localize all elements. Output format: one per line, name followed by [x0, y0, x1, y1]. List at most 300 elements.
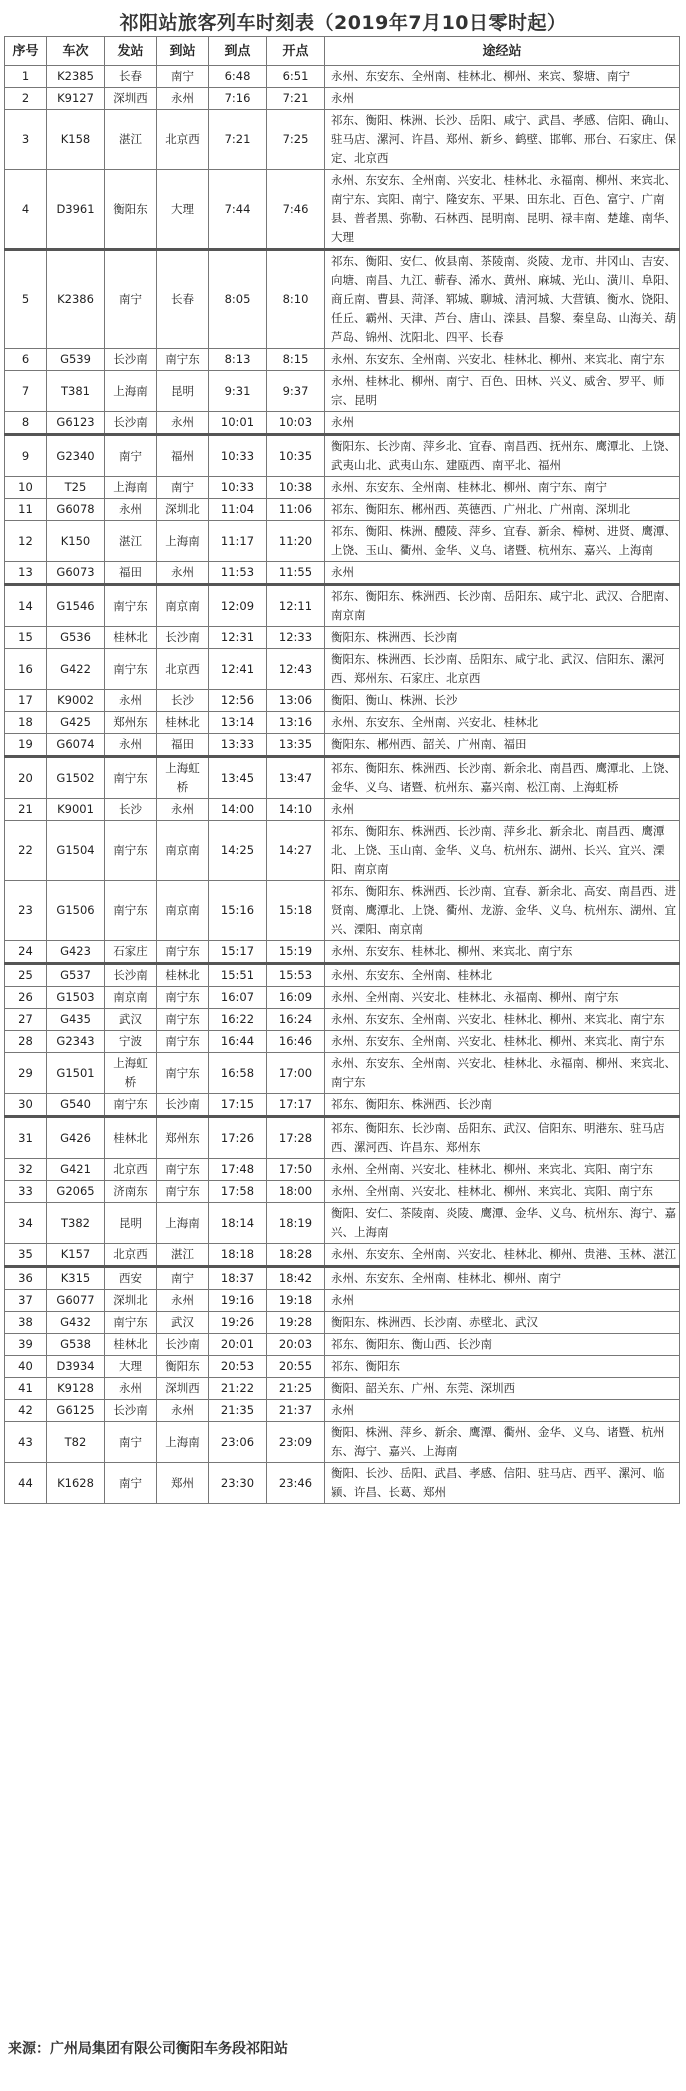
cell-route: 衡阳、安仁、茶陵南、炎陵、鹰潭、金华、义乌、杭州东、海宁、嘉兴、上海南: [325, 1203, 680, 1244]
cell-destination: 上海南: [157, 521, 209, 562]
cell-route: 永州、东安东、全州南、兴安北、桂林北、柳州、贵港、玉林、湛江: [325, 1244, 680, 1267]
cell-route: 祁东、衡阳东、株洲西、长沙南、萍乡北、新余北、南昌西、鹰潭北、上饶、玉山南、金华、义乌、杭州东、湖州、长兴、宜兴、溧阳、南京南: [325, 821, 680, 881]
cell-train: G1503: [47, 987, 105, 1009]
cell-train: K2385: [47, 66, 105, 88]
cell-route: 永州、东安东、全州南、兴安北、桂林北、永福南、柳州、来宾北、南宁东: [325, 1053, 680, 1094]
cell-arrival: 19:26: [209, 1312, 267, 1334]
cell-destination: 南宁东: [157, 1031, 209, 1053]
cell-arrival: 20:01: [209, 1334, 267, 1356]
table-row: [5, 1181, 680, 1203]
cell-origin: 永州: [105, 690, 157, 712]
cell-departure: 15:53: [267, 964, 325, 987]
cell-arrival: 13:33: [209, 734, 267, 757]
cell-arrival: 15:16: [209, 881, 267, 941]
cell-departure: 17:28: [267, 1117, 325, 1159]
cell-route: 永州、桂林北、柳州、南宁、百色、田林、兴义、威舍、罗平、师宗、昆明: [325, 371, 680, 412]
cell-seq: 11: [5, 499, 47, 521]
cell-departure: 18:42: [267, 1267, 325, 1290]
cell-seq: 37: [5, 1290, 47, 1312]
cell-seq: 29: [5, 1053, 47, 1094]
cell-train: G538: [47, 1334, 105, 1356]
cell-seq: 38: [5, 1312, 47, 1334]
table-row: [5, 1053, 680, 1094]
cell-destination: 南宁东: [157, 1009, 209, 1031]
cell-seq: 16: [5, 649, 47, 690]
cell-departure: 16:24: [267, 1009, 325, 1031]
table-row: [5, 799, 680, 821]
table-row: [5, 1244, 680, 1267]
cell-route: 永州、东安东、全州南、桂林北、柳州、南宁东、南宁: [325, 477, 680, 499]
cell-destination: 上海南: [157, 1203, 209, 1244]
cell-destination: 永州: [157, 562, 209, 585]
table-row: [5, 435, 680, 477]
table-row: [5, 1312, 680, 1334]
cell-route: 祁东、衡阳东: [325, 1356, 680, 1378]
cell-route: 祁东、衡阳、株洲、长沙、岳阳、咸宁、武昌、孝感、信阳、确山、驻马店、漯河、许昌、郑州、新乡、鹤壁、邯郸、邢台、石家庄、保定、北京西: [325, 110, 680, 170]
cell-seq: 32: [5, 1159, 47, 1181]
cell-seq: 43: [5, 1422, 47, 1463]
cell-departure: 10:38: [267, 477, 325, 499]
cell-departure: 18:28: [267, 1244, 325, 1267]
cell-origin: 南宁东: [105, 757, 157, 799]
cell-route: 祁东、衡阳东、郴州西、英德西、广州北、广州南、深圳北: [325, 499, 680, 521]
header-row: [5, 37, 680, 66]
cell-train: K157: [47, 1244, 105, 1267]
cell-arrival: 10:33: [209, 477, 267, 499]
cell-destination: 长沙: [157, 690, 209, 712]
cell-arrival: 13:14: [209, 712, 267, 734]
table-row: [5, 88, 680, 110]
cell-train: D3961: [47, 170, 105, 250]
table-row: [5, 1267, 680, 1290]
table-row: [5, 1290, 680, 1312]
cell-route: 衡阳东、株洲西、长沙南: [325, 627, 680, 649]
table-row: [5, 371, 680, 412]
cell-train: G6078: [47, 499, 105, 521]
cell-origin: 湛江: [105, 110, 157, 170]
cell-seq: 24: [5, 941, 47, 964]
cell-origin: 永州: [105, 499, 157, 521]
cell-seq: 42: [5, 1400, 47, 1422]
cell-arrival: 7:44: [209, 170, 267, 250]
table-row: [5, 349, 680, 371]
cell-route: 衡阳、株洲、萍乡、新余、鹰潭、衢州、金华、义乌、诸暨、杭州东、海宁、嘉兴、上海南: [325, 1422, 680, 1463]
cell-departure: 13:35: [267, 734, 325, 757]
cell-seq: 27: [5, 1009, 47, 1031]
table-row: [5, 110, 680, 170]
cell-destination: 长沙南: [157, 1334, 209, 1356]
cell-destination: 永州: [157, 1400, 209, 1422]
cell-route: 永州、东安东、桂林北、柳州、来宾北、南宁东: [325, 941, 680, 964]
cell-departure: 7:25: [267, 110, 325, 170]
cell-arrival: 15:17: [209, 941, 267, 964]
cell-route: 永州、东安东、全州南、兴安北、桂林北、柳州、来宾北、南宁东: [325, 1031, 680, 1053]
cell-arrival: 17:15: [209, 1094, 267, 1117]
cell-route: 衡阳东、株洲西、长沙南、赤壁北、武汉: [325, 1312, 680, 1334]
cell-origin: 西安: [105, 1267, 157, 1290]
cell-departure: 11:20: [267, 521, 325, 562]
cell-destination: 郑州: [157, 1463, 209, 1504]
table-row: [5, 734, 680, 757]
cell-train: K150: [47, 521, 105, 562]
cell-departure: 21:37: [267, 1400, 325, 1422]
cell-seq: 18: [5, 712, 47, 734]
cell-arrival: 8:13: [209, 349, 267, 371]
cell-origin: 深圳北: [105, 1290, 157, 1312]
cell-departure: 13:06: [267, 690, 325, 712]
cell-departure: 23:46: [267, 1463, 325, 1504]
table-row: [5, 941, 680, 964]
cell-destination: 上海虹桥: [157, 757, 209, 799]
cell-seq: 9: [5, 435, 47, 477]
cell-route: 永州: [325, 562, 680, 585]
cell-arrival: 16:07: [209, 987, 267, 1009]
cell-route: 衡阳、长沙、岳阳、武昌、孝感、信阳、驻马店、西平、漯河、临颍、许昌、长葛、郑州: [325, 1463, 680, 1504]
cell-departure: 20:03: [267, 1334, 325, 1356]
cell-train: G6125: [47, 1400, 105, 1422]
cell-seq: 3: [5, 110, 47, 170]
cell-destination: 福州: [157, 435, 209, 477]
cell-arrival: 9:31: [209, 371, 267, 412]
cell-arrival: 18:37: [209, 1267, 267, 1290]
cell-route: 永州、东安东、全州南、兴安北、桂林北、柳州、来宾北、南宁东: [325, 1009, 680, 1031]
cell-origin: 石家庄: [105, 941, 157, 964]
table-row: [5, 477, 680, 499]
cell-train: G6074: [47, 734, 105, 757]
cell-train: G1506: [47, 881, 105, 941]
col-header-origin: 发站: [105, 37, 157, 66]
cell-destination: 福田: [157, 734, 209, 757]
source-note: 来源：广州局集团有限公司衡阳车务段祁阳站: [8, 2041, 288, 2057]
cell-departure: 16:46: [267, 1031, 325, 1053]
cell-destination: 长沙南: [157, 627, 209, 649]
cell-destination: 南宁东: [157, 1181, 209, 1203]
col-header-departure: 开点: [267, 37, 325, 66]
table-row: [5, 1159, 680, 1181]
cell-seq: 33: [5, 1181, 47, 1203]
cell-seq: 7: [5, 371, 47, 412]
cell-arrival: 23:30: [209, 1463, 267, 1504]
cell-departure: 19:28: [267, 1312, 325, 1334]
cell-route: 祁东、衡阳东、衡山西、长沙南: [325, 1334, 680, 1356]
cell-arrival: 19:16: [209, 1290, 267, 1312]
cell-train: G1501: [47, 1053, 105, 1094]
cell-arrival: 14:25: [209, 821, 267, 881]
cell-departure: 12:33: [267, 627, 325, 649]
cell-seq: 4: [5, 170, 47, 250]
cell-seq: 17: [5, 690, 47, 712]
cell-arrival: 16:58: [209, 1053, 267, 1094]
cell-origin: 长沙南: [105, 1400, 157, 1422]
cell-route: 永州: [325, 412, 680, 435]
cell-route: 永州、全州南、兴安北、桂林北、永福南、柳州、南宁东: [325, 987, 680, 1009]
cell-train: G426: [47, 1117, 105, 1159]
cell-route: 永州、东安东、全州南、兴安北、桂林北、永福南、柳州、来宾北、南宁东、宾阳、南宁、隆安东、平果、田东北、百色、富宁、广南县、普者黑、弥勒、石林西、昆明南、昆明、禄丰南、楚雄、南华、大理: [325, 170, 680, 250]
cell-departure: 17:17: [267, 1094, 325, 1117]
cell-origin: 长沙南: [105, 412, 157, 435]
cell-origin: 南宁: [105, 250, 157, 349]
cell-train: T82: [47, 1422, 105, 1463]
cell-route: 永州、东安东、全州南、兴安北、桂林北: [325, 712, 680, 734]
cell-seq: 13: [5, 562, 47, 585]
cell-destination: 永州: [157, 1290, 209, 1312]
cell-seq: 25: [5, 964, 47, 987]
cell-origin: 长沙南: [105, 349, 157, 371]
cell-destination: 武汉: [157, 1312, 209, 1334]
cell-origin: 大理: [105, 1356, 157, 1378]
cell-departure: 12:11: [267, 585, 325, 627]
cell-departure: 10:03: [267, 412, 325, 435]
cell-arrival: 12:09: [209, 585, 267, 627]
cell-origin: 上海南: [105, 477, 157, 499]
cell-destination: 上海南: [157, 1422, 209, 1463]
cell-origin: 南宁东: [105, 649, 157, 690]
table-row: [5, 1463, 680, 1504]
cell-arrival: 17:58: [209, 1181, 267, 1203]
col-header-route: 途经站: [325, 37, 680, 66]
table-row: [5, 170, 680, 250]
cell-destination: 北京西: [157, 110, 209, 170]
table-title: 祁阳站旅客列车时刻表（2019年7月10日零时起）: [119, 12, 567, 34]
cell-route: 祁东、衡阳东、株洲西、长沙南、岳阳东、咸宁北、武汉、合肥南、南京南: [325, 585, 680, 627]
cell-arrival: 18:18: [209, 1244, 267, 1267]
cell-departure: 17:50: [267, 1159, 325, 1181]
cell-destination: 南宁东: [157, 941, 209, 964]
cell-arrival: 10:33: [209, 435, 267, 477]
cell-arrival: 16:44: [209, 1031, 267, 1053]
cell-origin: 桂林北: [105, 1117, 157, 1159]
cell-seq: 39: [5, 1334, 47, 1356]
cell-seq: 19: [5, 734, 47, 757]
cell-origin: 长春: [105, 66, 157, 88]
cell-destination: 南宁东: [157, 987, 209, 1009]
cell-destination: 永州: [157, 88, 209, 110]
table-row: [5, 66, 680, 88]
cell-arrival: 21:35: [209, 1400, 267, 1422]
table-row: [5, 1334, 680, 1356]
cell-departure: 8:15: [267, 349, 325, 371]
cell-departure: 15:19: [267, 941, 325, 964]
cell-train: T25: [47, 477, 105, 499]
table-row: [5, 1117, 680, 1159]
cell-route: 祁东、衡阳、安仁、攸县南、茶陵南、炎陵、龙市、井冈山、吉安、向塘、南昌、九江、蕲春、浠水、黄州、麻城、光山、潢川、阜阳、商丘南、曹县、菏泽、郓城、聊城、清河城、大营镇、衡水、饶阳、任丘、霸州、天津、芦台、唐山、滦县、昌黎、秦皇岛、山海关、葫芦岛、锦州、沈阳北、四平、长春: [325, 250, 680, 349]
cell-train: G537: [47, 964, 105, 987]
cell-arrival: 12:31: [209, 627, 267, 649]
cell-route: 永州: [325, 1400, 680, 1422]
cell-departure: 7:46: [267, 170, 325, 250]
cell-route: 衡阳、韶关东、广州、东莞、深圳西: [325, 1378, 680, 1400]
table-row: [5, 1094, 680, 1117]
cell-route: 祁东、衡阳、株洲、醴陵、萍乡、宜春、新余、樟树、进贤、鹰潭、上饶、玉山、衢州、金华、义乌、诸暨、杭州东、嘉兴、上海南: [325, 521, 680, 562]
cell-departure: 13:16: [267, 712, 325, 734]
cell-destination: 大理: [157, 170, 209, 250]
cell-departure: 6:51: [267, 66, 325, 88]
timetable: [4, 36, 680, 1504]
cell-train: G423: [47, 941, 105, 964]
cell-seq: 22: [5, 821, 47, 881]
table-row: [5, 757, 680, 799]
table-row: [5, 627, 680, 649]
cell-arrival: 12:41: [209, 649, 267, 690]
cell-arrival: 17:48: [209, 1159, 267, 1181]
cell-origin: 武汉: [105, 1009, 157, 1031]
table-row: [5, 412, 680, 435]
cell-origin: 济南东: [105, 1181, 157, 1203]
table-row: [5, 649, 680, 690]
cell-route: 祁东、衡阳东、株洲西、长沙南: [325, 1094, 680, 1117]
cell-origin: 南京南: [105, 987, 157, 1009]
cell-route: 永州、东安东、全州南、桂林北、柳州、南宁: [325, 1267, 680, 1290]
cell-train: G432: [47, 1312, 105, 1334]
cell-train: K2386: [47, 250, 105, 349]
cell-origin: 宁波: [105, 1031, 157, 1053]
cell-arrival: 11:17: [209, 521, 267, 562]
cell-arrival: 6:48: [209, 66, 267, 88]
cell-origin: 深圳西: [105, 88, 157, 110]
cell-arrival: 11:53: [209, 562, 267, 585]
cell-seq: 15: [5, 627, 47, 649]
cell-destination: 南京南: [157, 881, 209, 941]
timetable-body: [5, 66, 680, 1504]
cell-route: 祁东、衡阳东、株洲西、长沙南、宜春、新余北、高安、南昌西、进贤南、鹰潭北、上饶、衢州、龙游、金华、义乌、杭州东、湖州、宜兴、溧阳、南京南: [325, 881, 680, 941]
cell-origin: 永州: [105, 734, 157, 757]
cell-destination: 南宁: [157, 1267, 209, 1290]
cell-departure: 18:00: [267, 1181, 325, 1203]
cell-train: G6073: [47, 562, 105, 585]
cell-arrival: 8:05: [209, 250, 267, 349]
cell-route: 永州: [325, 88, 680, 110]
table-row: [5, 1422, 680, 1463]
cell-seq: 35: [5, 1244, 47, 1267]
cell-departure: 14:10: [267, 799, 325, 821]
cell-arrival: 17:26: [209, 1117, 267, 1159]
cell-departure: 19:18: [267, 1290, 325, 1312]
cell-origin: 上海虹桥: [105, 1053, 157, 1094]
cell-route: 永州: [325, 1290, 680, 1312]
cell-origin: 长沙南: [105, 964, 157, 987]
table-row: [5, 250, 680, 349]
cell-seq: 44: [5, 1463, 47, 1504]
cell-seq: 20: [5, 757, 47, 799]
cell-route: 永州、东安东、全州南、兴安北、桂林北、柳州、来宾北、南宁东: [325, 349, 680, 371]
table-row: [5, 1009, 680, 1031]
cell-train: T382: [47, 1203, 105, 1244]
cell-origin: 南宁: [105, 435, 157, 477]
cell-departure: 9:37: [267, 371, 325, 412]
table-row: [5, 521, 680, 562]
cell-departure: 7:21: [267, 88, 325, 110]
cell-departure: 18:19: [267, 1203, 325, 1244]
cell-seq: 8: [5, 412, 47, 435]
cell-route: 祁东、衡阳东、株洲西、长沙南、新余北、南昌西、鹰潭北、上饶、金华、义乌、诸暨、杭州东、嘉兴南、松江南、上海虹桥: [325, 757, 680, 799]
cell-train: K9127: [47, 88, 105, 110]
table-row: [5, 1356, 680, 1378]
cell-origin: 南宁东: [105, 1094, 157, 1117]
cell-destination: 衡阳东: [157, 1356, 209, 1378]
table-row: [5, 585, 680, 627]
cell-destination: 昆明: [157, 371, 209, 412]
cell-route: 衡阳东、株洲西、长沙南、岳阳东、咸宁北、武汉、信阳东、漯河西、郑州东、石家庄、北京西: [325, 649, 680, 690]
cell-train: G539: [47, 349, 105, 371]
cell-train: G2065: [47, 1181, 105, 1203]
cell-seq: 6: [5, 349, 47, 371]
cell-origin: 南宁东: [105, 821, 157, 881]
cell-train: G6123: [47, 412, 105, 435]
cell-arrival: 14:00: [209, 799, 267, 821]
cell-destination: 桂林北: [157, 712, 209, 734]
cell-destination: 长沙南: [157, 1094, 209, 1117]
cell-seq: 28: [5, 1031, 47, 1053]
cell-origin: 湛江: [105, 521, 157, 562]
cell-seq: 10: [5, 477, 47, 499]
table-row: [5, 964, 680, 987]
cell-route: 衡阳东、长沙南、萍乡北、宜春、南昌西、抚州东、鹰潭北、上饶、武夷山北、武夷山东、建瓯西、南平北、福州: [325, 435, 680, 477]
cell-train: G1504: [47, 821, 105, 881]
cell-departure: 15:18: [267, 881, 325, 941]
cell-destination: 南宁: [157, 66, 209, 88]
cell-origin: 南宁: [105, 1463, 157, 1504]
cell-origin: 南宁东: [105, 585, 157, 627]
cell-destination: 南京南: [157, 821, 209, 881]
cell-destination: 南宁东: [157, 1053, 209, 1094]
cell-departure: 17:00: [267, 1053, 325, 1094]
cell-origin: 长沙: [105, 799, 157, 821]
cell-origin: 北京西: [105, 1159, 157, 1181]
cell-destination: 深圳北: [157, 499, 209, 521]
cell-route: 永州、东安东、全州南、桂林北、柳州、来宾、黎塘、南宁: [325, 66, 680, 88]
cell-destination: 桂林北: [157, 964, 209, 987]
cell-destination: 深圳西: [157, 1378, 209, 1400]
cell-origin: 福田: [105, 562, 157, 585]
cell-train: D3934: [47, 1356, 105, 1378]
table-row: [5, 1378, 680, 1400]
cell-seq: 23: [5, 881, 47, 941]
cell-route: 祁东、衡阳东、长沙南、岳阳东、武汉、信阳东、明港东、驻马店西、漯河西、许昌东、郑州东: [325, 1117, 680, 1159]
cell-seq: 2: [5, 88, 47, 110]
cell-departure: 14:27: [267, 821, 325, 881]
cell-route: 永州、全州南、兴安北、桂林北、柳州、来宾北、宾阳、南宁东: [325, 1181, 680, 1203]
cell-train: T381: [47, 371, 105, 412]
cell-arrival: 16:22: [209, 1009, 267, 1031]
cell-train: G1546: [47, 585, 105, 627]
cell-destination: 湛江: [157, 1244, 209, 1267]
cell-origin: 南宁: [105, 1422, 157, 1463]
cell-origin: 上海南: [105, 371, 157, 412]
cell-arrival: 20:53: [209, 1356, 267, 1378]
col-header-arrival: 到点: [209, 37, 267, 66]
cell-departure: 13:47: [267, 757, 325, 799]
cell-train: G435: [47, 1009, 105, 1031]
cell-train: G540: [47, 1094, 105, 1117]
table-row: [5, 1400, 680, 1422]
cell-origin: 桂林北: [105, 1334, 157, 1356]
cell-arrival: 11:04: [209, 499, 267, 521]
cell-route: 永州: [325, 799, 680, 821]
cell-origin: 昆明: [105, 1203, 157, 1244]
cell-departure: 23:09: [267, 1422, 325, 1463]
cell-origin: 郑州东: [105, 712, 157, 734]
cell-origin: 北京西: [105, 1244, 157, 1267]
table-row: [5, 881, 680, 941]
cell-origin: 南宁东: [105, 1312, 157, 1334]
cell-departure: 20:55: [267, 1356, 325, 1378]
cell-seq: 12: [5, 521, 47, 562]
cell-arrival: 12:56: [209, 690, 267, 712]
col-header-train: 车次: [47, 37, 105, 66]
cell-departure: 11:55: [267, 562, 325, 585]
cell-route: 永州、东安东、全州南、桂林北: [325, 964, 680, 987]
table-row: [5, 1031, 680, 1053]
